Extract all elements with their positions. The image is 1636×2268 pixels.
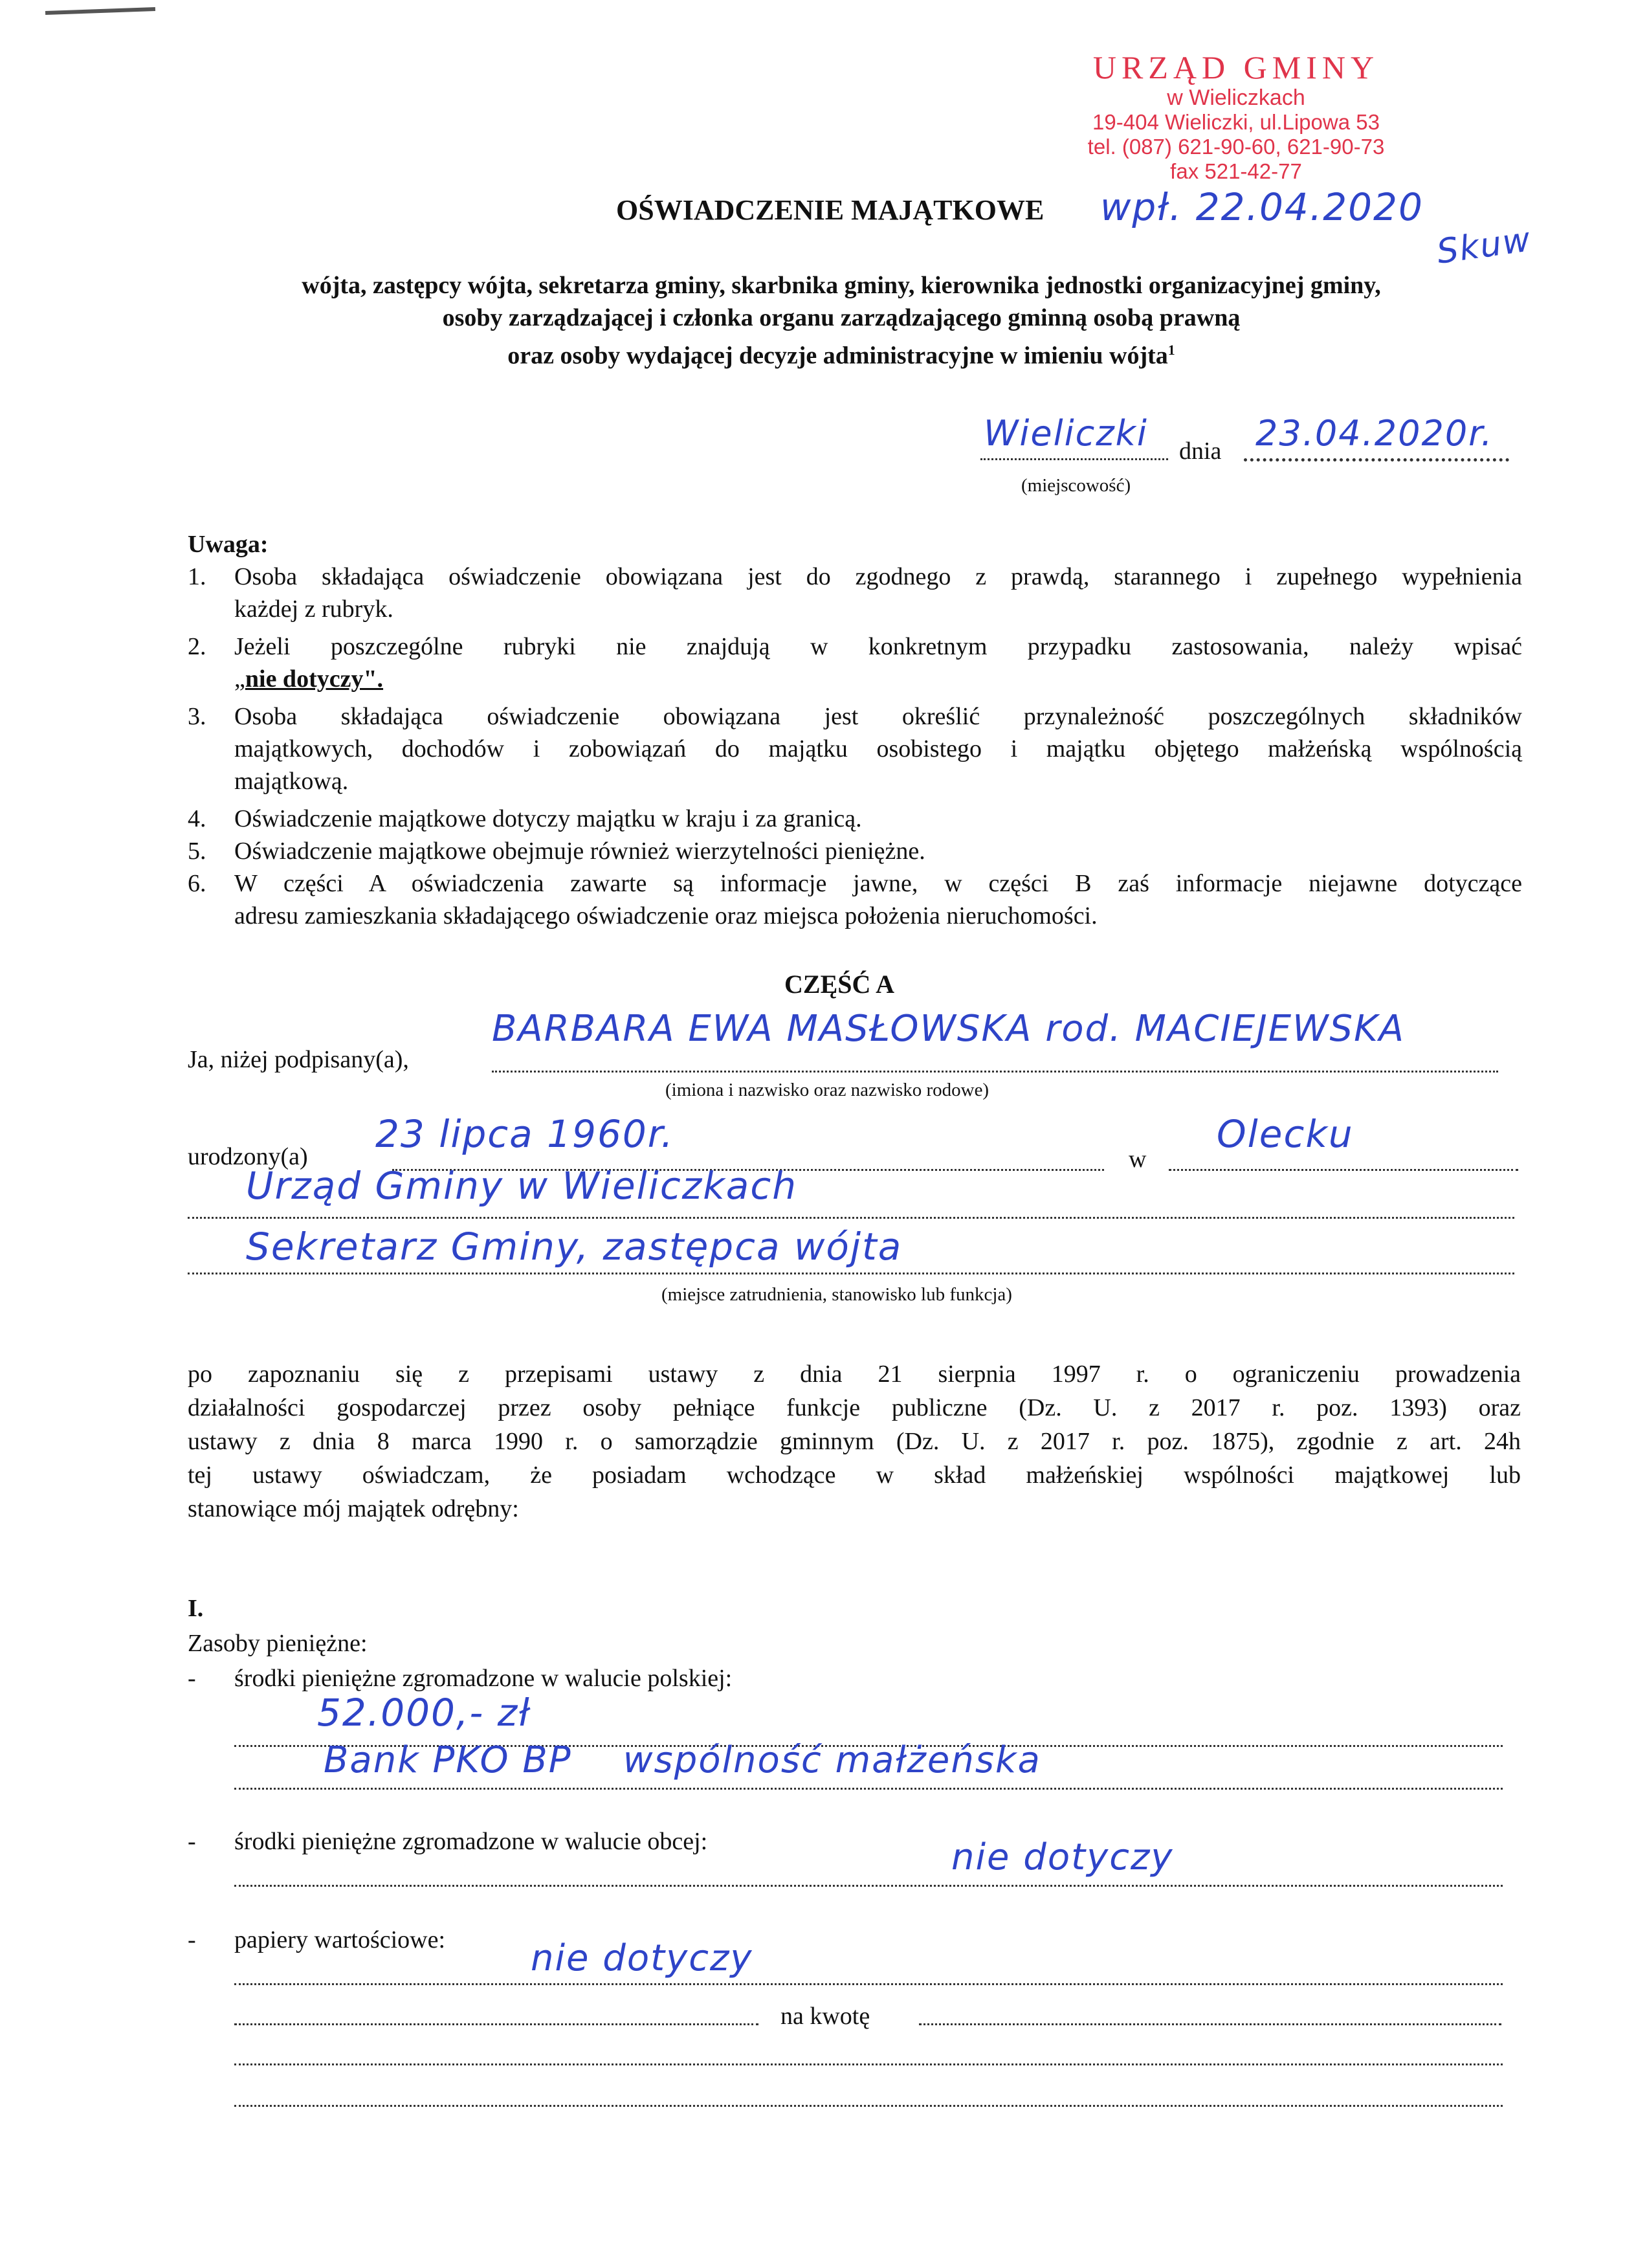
office-stamp: [1010, 49, 1463, 184]
foreign-dotted-line: [234, 1885, 1503, 1887]
amount-label: na kwotę: [780, 2003, 870, 2030]
name-caption: (imiona i nazwisko oraz nazwisko rodowe): [665, 1080, 989, 1100]
securities-dotted-line-2: [234, 2023, 758, 2025]
place-caption: (miejscowość): [1021, 475, 1131, 496]
note-1-line-2: każdej z rubryk.: [234, 595, 393, 623]
born-in-label: w: [1129, 1146, 1147, 1173]
employment-caption: (miejsce zatrudnienia, stanowisko lub funkcja): [661, 1284, 1012, 1305]
declaration-line-5: stanowiące mój majątek odrębny:: [188, 1495, 519, 1522]
place-value: Wieliczki: [984, 413, 1148, 454]
subtitle-line-2: osoby zarządzającej i członka organu zarządzającego gminną osobą prawną: [442, 304, 1241, 331]
note-3-line-3: majątkową.: [234, 768, 349, 795]
notes-heading: Uwaga:: [188, 531, 269, 558]
note-2-line-2: [234, 663, 383, 695]
subtitle-line-1: wójta, zastępcy wójta, sekretarza gminy, skarbnika gminy, kierownika jednostki organizacyjnej gminy,: [302, 272, 1381, 299]
foreign-value: nie dotyczy: [951, 1836, 1174, 1878]
footnote-marker: 1: [1167, 342, 1175, 358]
place-dotted-line: [980, 458, 1168, 460]
document-title: OŚWIADCZENIE MAJĄTKOWE: [616, 194, 1045, 226]
securities-label: papiery wartościowe:: [234, 1926, 446, 1953]
date-value: 23.04.2020r.: [1255, 413, 1494, 454]
note-3-number: 3.: [188, 703, 206, 730]
employment-dotted-line-1: [188, 1217, 1514, 1219]
note-1-line-1: Osoba składająca oświadczenie obowiązana jest do zgodnego z prawdą, starannego i zupełnego wypełnienia: [234, 563, 1522, 590]
foreign-dash: -: [188, 1828, 196, 1855]
employment-line-2: Sekretarz Gminy, zastępca wójta: [246, 1225, 903, 1269]
securities-value: nie dotyczy: [531, 1937, 753, 1979]
declaration-line-1: po zapoznaniu się z przepisami ustawy z dnia 21 sierpnia 1997 r. o ograniczeniu prowadzenia: [188, 1361, 1521, 1388]
note-3-line-2: majątkowych, dochodów i zobowiązań do majątku osobistego i majątku objętego małżeńską wspólnością: [234, 735, 1522, 762]
pln-value-1: 52.000,- zł: [317, 1691, 531, 1735]
pln-label: środki pieniężne zgromadzone w walucie polskiej:: [234, 1665, 733, 1692]
subtitle-line-3: [162, 334, 1521, 372]
note-3-line-1: Osoba składająca oświadczenie obowiązana jest określić przynależność poszczególnych składników: [234, 703, 1522, 730]
declaration-line-2: działalności gospodarczej przez osoby pełniące funkcje publiczne (Dz. U. z 2017 r. poz. 1393) oraz: [188, 1394, 1521, 1421]
part-a-heading: CZĘŚĆ A: [784, 970, 895, 999]
note-2-not-applicable: nie dotyczy".: [245, 665, 384, 693]
securities-dotted-line-1: [234, 1983, 1503, 1985]
employment-dotted-line-2: [188, 1273, 1514, 1274]
securities-dash: -: [188, 1926, 196, 1953]
stamp-locality: w Wieliczkach: [1167, 85, 1305, 110]
receipt-signature: Skuw: [1434, 220, 1534, 272]
note-2-line-1: Jeżeli poszczególne rubryki nie znajdują w konkretnym przypadku zastosowania, należy wpisać: [234, 633, 1522, 660]
note-4-number: 4.: [188, 805, 206, 832]
note-1-number: 1.: [188, 563, 206, 590]
note-5-number: 5.: [188, 838, 206, 865]
pln-value-2: Bank PKO BP wspólność małżeńska: [324, 1739, 1041, 1781]
pln-dash: -: [188, 1665, 196, 1692]
name-dotted-line: [492, 1071, 1498, 1073]
section-1-heading: Zasoby pieniężne:: [188, 1630, 368, 1657]
employment-line-1: Urząd Gminy w Wieliczkach: [246, 1164, 797, 1208]
note-2-number: 2.: [188, 633, 206, 660]
born-place: Olecku: [1217, 1112, 1354, 1156]
name-label: Ja, niżej podpisany(a),: [188, 1046, 409, 1073]
date-prefix: dnia: [1179, 438, 1222, 465]
declaration-line-3: ustawy z dnia 8 marca 1990 r. o samorządzie gminnym (Dz. U. z 2017 r. poz. 1875), zgodnie z art. 24h: [188, 1428, 1521, 1455]
receipt-note: wpł. 22.04.2020: [1100, 185, 1424, 229]
stamp-office-name: URZĄD GMINY: [1092, 49, 1380, 85]
amount-dotted-line: [919, 2023, 1501, 2025]
securities-dotted-line-4: [234, 2105, 1503, 2107]
section-1-numeral: I.: [188, 1595, 204, 1622]
note-2-open-quote: „: [234, 665, 245, 693]
note-6-number: 6.: [188, 870, 206, 897]
note-6-line-2: adresu zamieszkania składającego oświadczenie oraz miejsca położenia nieruchomości.: [234, 902, 1098, 929]
note-6-line-1: W części A oświadczenia zawarte są informacje jawne, w części B zaś informacje niejawne dotyczące: [234, 870, 1522, 897]
note-5-line-1: Oświadczenie majątkowe obejmuje również wierzytelności pieniężne.: [234, 838, 925, 865]
pln-dotted-line-2: [234, 1788, 1503, 1790]
stamp-fax: fax 521-42-77: [1170, 159, 1302, 183]
securities-dotted-line-3: [234, 2063, 1503, 2065]
born-label: urodzony(a): [188, 1143, 308, 1170]
stamp-address: 19-404 Wieliczki, ul.Lipowa 53: [1092, 110, 1380, 134]
scan-mark: [45, 7, 155, 15]
born-place-dotted-line: [1169, 1169, 1518, 1171]
born-date: 23 lipca 1960r.: [375, 1112, 674, 1156]
subtitle-line-3-text: oraz osoby wydającej decyzje administracyjne w imieniu wójta: [507, 342, 1168, 370]
name-value: BARBARA EWA MASŁOWSKA rod. MACIEJEWSKA: [492, 1008, 1406, 1050]
note-4-line-1: Oświadczenie majątkowe dotyczy majątku w kraju i za granicą.: [234, 805, 862, 832]
date-dotted-line: [1244, 458, 1509, 461]
foreign-label: środki pieniężne zgromadzone w walucie obcej:: [234, 1828, 708, 1855]
declaration-line-4: tej ustawy oświadczam, że posiadam wchodzące w skład małżeńskiej wspólności majątkowej lub: [188, 1462, 1521, 1489]
stamp-phone: tel. (087) 621-90-60, 621-90-73: [1087, 135, 1385, 159]
